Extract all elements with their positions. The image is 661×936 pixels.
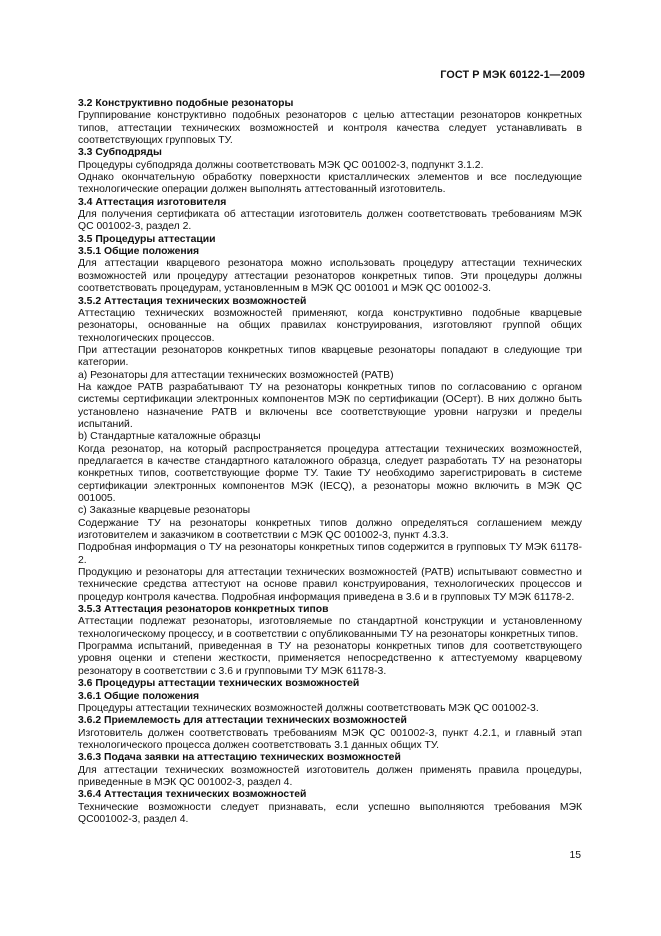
paragraph: При аттестации резонаторов конкретных типов кварцевые резонаторы попадают в следующие три категории.: [78, 344, 582, 369]
paragraph: Когда резонатор, на который распространяется процедура аттестации технических возможностей, предлагается в качестве стандартного каталожного образца, следует разработать ТУ на резонаторы конкретных типов, соответствующие форме ТУ. Такие ТУ необходимо зарегистрировать в системе сертификации электронных компонентов МЭК (IECQ), а резонаторы можно включить в МЭК QC 001005.: [78, 443, 582, 504]
standard-header: ГОСТ Р МЭК 60122-1—2009: [440, 69, 585, 81]
paragraph: Технические возможности следует признавать, если успешно выполняются требования МЭК QC001002-3, раздел 4.: [78, 801, 582, 825]
paragraph: Группирование конструктивно подобных резонаторов с целью аттестации резонаторов конкретных типов, аттестации технических возможностей и контроля качества следует устанавливать в соответствующих групповых ТУ.: [78, 110, 582, 147]
paragraph: a) Резонаторы для аттестации технических возможностей (РАТВ): [78, 369, 394, 381]
section-heading: 3.6.1 Общие положения: [78, 690, 200, 702]
paragraph: Содержание ТУ на резонаторы конкретных типов должно определяться соглашением между изготовителем и заказчиком в соответствии с МЭК QC 001002-3, пункт 4.3.3.: [78, 517, 582, 542]
paragraph: b) Стандартные каталожные образцы: [78, 431, 261, 443]
paragraph: Программа испытаний, приведенная в ТУ на резонаторы конкретных типов для соответствующего уровня оценки и степени жесткости, применяется непосредственно к аттестуемому кварцевому резонатору в соответствии с 3.6 и групповыми ТУ МЭК 61178-3.: [78, 641, 582, 677]
section-heading: 3.5.1 Общие положения: [78, 246, 200, 258]
section-heading: 3.6.4 Аттестация технических возможностей: [78, 789, 307, 801]
paragraph: Аттестацию технических возможностей применяют, когда конструктивно подобные кварцевые резонаторы, основанные на общих правилах конструирования, изготовляют группой общих технологических процессов.: [78, 307, 582, 344]
section-heading: 3.6.2 Приемлемость для аттестации технических возможностей: [78, 715, 407, 727]
paragraph: Процедуры аттестации технических возможностей должны соответствовать МЭК QC 001002-3.: [78, 702, 539, 714]
section-heading: 3.5 Процедуры аттестации: [78, 233, 216, 245]
paragraph: Изготовитель должен соответствовать требованиям МЭК QC 001002-3, пункт 4.2.1, и главный этап технологического процесса должен соответствовать 3.1 данных общих ТУ.: [78, 727, 582, 751]
document-body: [78, 98, 582, 826]
paragraph: Для аттестации технических возможностей изготовитель должен применять правила процедуры, приведенные в МЭК QC 001002-3, раздел 4.: [78, 764, 582, 788]
paragraph: Подробная информация о ТУ на резонаторы конкретных типов содержится в групповых ТУ МЭК 61178-2.: [78, 542, 582, 566]
section-heading: 3.2 Конструктивно подобные резонаторы: [78, 98, 294, 109]
section-heading: 3.5.2 Аттестация технических возможностей: [78, 295, 307, 307]
section-heading: 3.5.3 Аттестация резонаторов конкретных типов: [78, 604, 329, 616]
section-heading: 3.3 Субподряды: [78, 147, 162, 159]
page-number: 15: [569, 850, 581, 861]
paragraph: Процедуры субподряда должны соответствовать МЭК QC 001002-3, подпункт 3.1.2.: [78, 159, 484, 171]
section-heading: 3.4 Аттестация изготовителя: [78, 196, 227, 208]
paragraph: На каждое РАТВ разрабатывают ТУ на резонаторы конкретных типов по согласованию с органом системы сертификации электронных компонентов МЭК по сертификации (ОСерт). В них должно быть установлено назначение РАТВ и включены все соответствующие уровни нагрузки и пределы испытаний.: [78, 381, 582, 430]
section-heading: 3.6 Процедуры аттестации технических возможностей: [78, 678, 360, 690]
paragraph: Однако окончательную обработку поверхности кристаллических элементов и все последующие технологические операции должен выполнять аттестованный изготовитель.: [78, 172, 582, 196]
paragraph: Аттестации подлежат резонаторы, изготовляемые по стандартной конструкции и установленному технологическому процессу, и в соответствии с опубликованными ТУ на резонаторы конкретных типов.: [78, 616, 582, 640]
section-heading: 3.6.3 Подача заявки на аттестацию технических возможностей: [78, 752, 401, 764]
paragraph: Для аттестации кварцевого резонатора можно использовать процедуру аттестации технических возможностей или процедуру аттестации резонаторов конкретных типов. Эти процедуры должны соответствовать процедурам, установленным в МЭК QC 001001 и МЭК QC 001002-3.: [78, 258, 582, 295]
paragraph: Продукцию и резонаторы для аттестации технических возможностей (РАТВ) испытывают совместно и технические средства аттестуют на основе правил конструирования, технологических процессов и процедур контроля качества. Подробная информация приведена в 3.6 и в групповых ТУ МЭК 61178-2.: [78, 567, 582, 603]
paragraph: Для получения сертификата об аттестации изготовитель должен соответствовать требованиям МЭК QC 001002-3, раздел 2.: [78, 209, 582, 233]
paragraph: c) Заказные кварцевые резонаторы: [78, 505, 251, 517]
